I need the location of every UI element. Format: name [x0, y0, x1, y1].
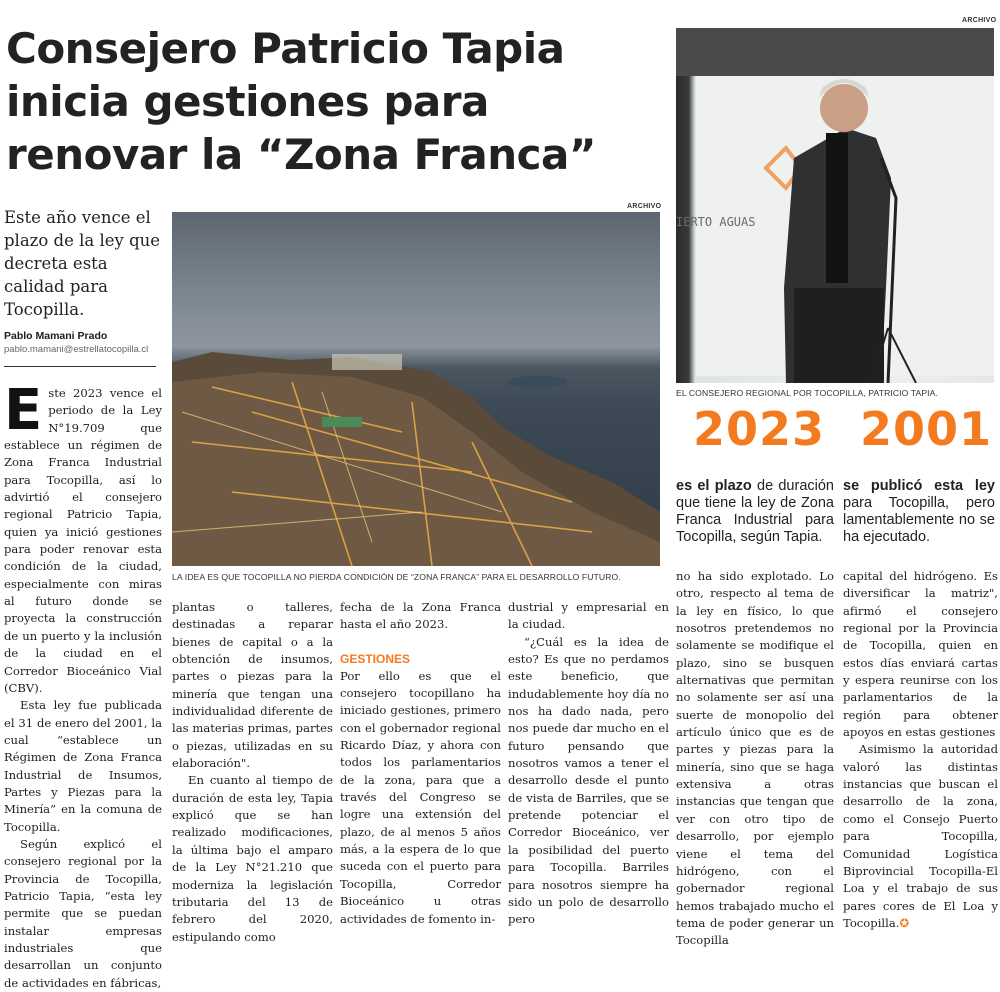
- paragraph: Según explicó el consejero regional por la Provincia de Tocopilla, Patricio Tapia, “esta ley permite que se puedan instalar empresas industriales que desarrollan un conjunto de actividades en fábricas,: [4, 836, 162, 990]
- paragraph: dustrial y empresarial en la ciudad.: [508, 600, 669, 632]
- photo-credit: ARCHIVO: [627, 203, 662, 210]
- headline: [6, 22, 666, 181]
- end-mark-icon: ✪: [899, 915, 910, 930]
- side-photo-patricio-tapia: [676, 28, 994, 383]
- paragraph-text: Asimismo la autoridad valoró las distintas instancias que buscan el desarrollo de la zona, como el Consejo Puerto para Tocopilla, Comunidad Logística Biprovincial Tocopilla-El Loa y el trabajo de sus pares cores de El Loa y Tocopilla.: [843, 742, 998, 930]
- fact-bold: es el plazo: [676, 478, 752, 494]
- fact-rest: de duración que tiene la ley de Zona Franca Industrial para Tocopilla, según Tapia.: [676, 478, 834, 545]
- headline-line: Consejero Patricio Tapia: [6, 24, 565, 73]
- fact-bold: se publicó esta ley: [843, 478, 995, 494]
- paragraph: En cuanto al tiempo de duración de esta ley, Tapia explicó que se han realizado modificaciones, la última bajo el amparo de la Ley N°21.210 que moderniza la legislación tributaria del 13 de febrero del 2020, estipulando como: [172, 773, 333, 944]
- paragraph: no ha sido explotado. Lo otro, respecto al tema de la ley en físico, lo que nosotros pretendemos no solamente se modifique el plazo, sino se busquen alternativas que permitan no solamente ser así una suerte de monopolio del artículo único que es de partes y piezas para la minería, sino que se haga extensiva a otras instancias que tengan que ver con otro tipo de desarrollo, por ejemplo viene el tema del hidrógeno, con el gobernador regional hemos trabajado mucho el tema de poder generar un Tocopilla: [676, 569, 834, 948]
- body-column-6: [843, 568, 998, 932]
- fact-text-2023: [676, 478, 834, 546]
- fact-number-2001: 2001: [860, 402, 993, 456]
- main-photo-tocopilla-night: [172, 212, 660, 566]
- body-column-4: [508, 599, 669, 929]
- paragraph: [4, 378, 162, 697]
- paragraph-text: ste 2023 vence el periodo de la Ley N°19.709 que establece un régimen de Zona Franca Industrial para Tocopilla, así lo advirtió el consejero regional Patricio Tapia, quien ya inició gestiones para poder renovar esta condición de la ciudad, especialmente con miras al futuro donde se proyecta la construcción de un puerto y la inclusión de la ciudad en el Corredor Bioceánico Vial (CBV).: [4, 386, 162, 695]
- headline-line: renovar la “Zona Franca”: [6, 130, 596, 179]
- body-column-3: [340, 599, 501, 928]
- body-column-2: [172, 599, 333, 946]
- main-photo-caption: LA IDEA ES QUE TOCOPILLA NO PIERDA CONDICIÓN DE “ZONA FRANCA” PARA EL DESARROLLO FUTURO.: [172, 572, 621, 582]
- paragraph: Por ello es que el consejero tocopillano ha iniciado gestiones, primero con el gobernador regional Ricardo Díaz, y ahora con todos los parlamentarios de la zona, para que a través del Congreso se logre una extensión del plazo, de al menos 5 años más, a la espera de lo que suceda con el puerto para Tocopilla, Corredor Bioceánico u otras actividades de fomento in-: [340, 668, 501, 926]
- fact-number-2023: 2023: [693, 402, 826, 456]
- drop-cap: E: [4, 378, 43, 443]
- author-name: Pablo Mamani Prado: [4, 330, 108, 342]
- author-email[interactable]: pablo.mamani@estrellatocopilla.cl: [4, 344, 149, 355]
- body-column-5: [676, 568, 834, 950]
- divider: [4, 366, 156, 367]
- headline-line: inicia gestiones para: [6, 77, 489, 126]
- article-deck: Este año vence el plazo de la ley que decreta esta calidad para Tocopilla.: [4, 208, 161, 319]
- paragraph: fecha de la Zona Franca hasta el año 2023.: [340, 600, 501, 632]
- side-photo-caption: EL CONSEJERO REGIONAL POR TOCOPILLA, PATRICIO TAPIA.: [676, 388, 938, 398]
- paragraph: “¿Cuál es la idea de esto? Es que no perdamos este beneficio, que indudablemente hoy día no nos ha dado nada, pero nos puede dar mucho en el futuro pensando que nosotros vamos a tener el desarrollo desde el punto de vista de Barriles, que se pretende potenciar el Corredor Bioceánico, ver la posibilidad del puerto para Tocopilla. Barriles para nosotros siempre ha sido un polo de desarrollo pero: [508, 634, 669, 927]
- fact-rest: para Tocopilla, pero lamentablemente no se ha ejecutado.: [843, 495, 995, 545]
- paragraph: [843, 741, 998, 932]
- paragraph: plantas o talleres, destinadas a reparar bienes de capital o a la obtención de insumos, partes o piezas para la minería que tengan una individualidad diferente de las materias primas, partes o piezas, utilizadas en su elaboración".: [172, 600, 333, 771]
- screen-text: IERTO AGUAS: [676, 215, 756, 229]
- fact-text-2001: [843, 478, 995, 546]
- subhead-gestiones: GESTIONES: [340, 651, 411, 666]
- paragraph: Esta ley fue publicada el 31 de enero del 2001, la cual “establece un Régimen de Zona Franca Industrial de Insumos, Partes y Piezas para la Minería” en la comuna de Tocopilla.: [4, 698, 162, 834]
- paragraph: capital del hidrógeno. Es diversificar la matriz", afirmó el consejero regional por la Provincia de Tocopilla, quien en estos días enviará cartas y espera reunirse con los parlamentarios de la región para obtener apoyos en estas gestiones: [843, 569, 998, 740]
- body-column-1: [4, 378, 162, 992]
- photo-credit: ARCHIVO: [962, 17, 997, 24]
